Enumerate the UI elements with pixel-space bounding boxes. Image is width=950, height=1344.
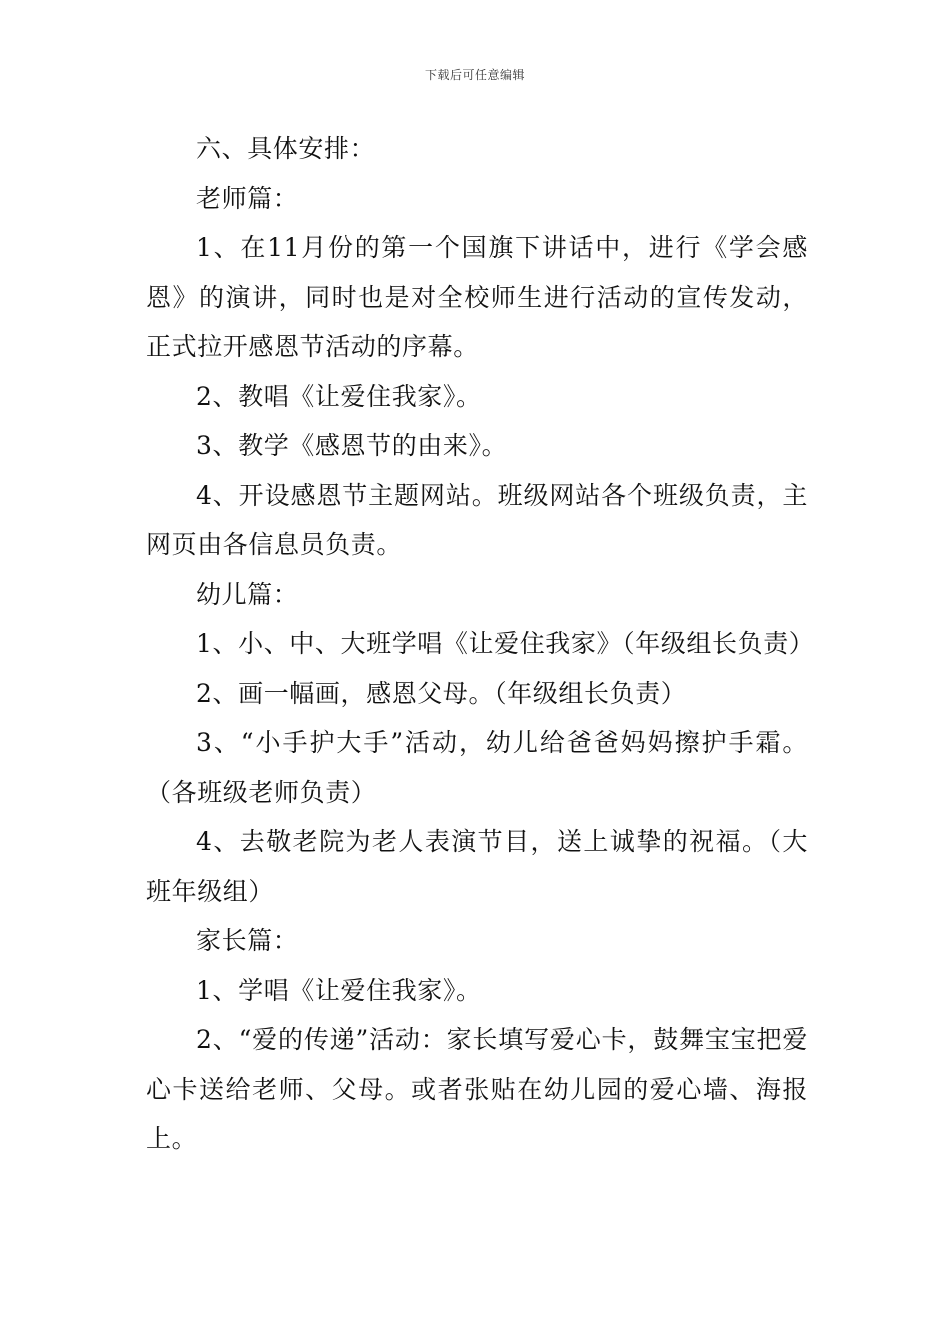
paragraph: 1、在11月份的第一个国旗下讲话中，进行《学会感恩》的演讲，同时也是对全校师生进行活动的宣传发动，正式拉开感恩节活动的序幕。: [146, 233, 808, 361]
paragraph: 1、学唱《让爱住我家》。: [196, 975, 482, 1005]
subsection-heading-teachers: 老师篇：: [196, 183, 299, 213]
paragraph: 2、“爱的传递”活动：家长填写爱心卡，鼓舞宝宝把爱心卡送给老师、父母。或者张贴在幼儿园的爱心墙、海报上。: [146, 1025, 808, 1153]
paragraph: 1、小、中、大班学唱《让爱住我家》（年级组长负责）: [196, 629, 815, 658]
paragraph: 4、开设感恩节主题网站。班级网站各个班级负责，主网页由各信息员负责。: [146, 480, 808, 559]
page-header-note: 下载后可任意编辑: [424, 68, 525, 82]
paragraph: 2、教唱《让爱住我家》。: [196, 381, 482, 411]
paragraph: 3、教学《感恩节的由来》。: [196, 431, 508, 460]
section-heading: 六、具体安排：: [196, 134, 376, 163]
subsection-heading-parents: 家长篇：: [196, 926, 299, 955]
paragraph: 4、去敬老院为老人表演节目，送上诚挚的祝福。（大班年级组）: [146, 827, 808, 906]
subsection-heading-children: 幼儿篇：: [196, 579, 299, 609]
paragraph: 2、画一幅画，感恩父母。（年级组长负责）: [196, 678, 687, 708]
document-body: [146, 124, 815, 1164]
paragraph: 3、“小手护大手”活动，幼儿给爸爸妈妈擦护手霜。（各班级老师负责）: [146, 728, 808, 807]
